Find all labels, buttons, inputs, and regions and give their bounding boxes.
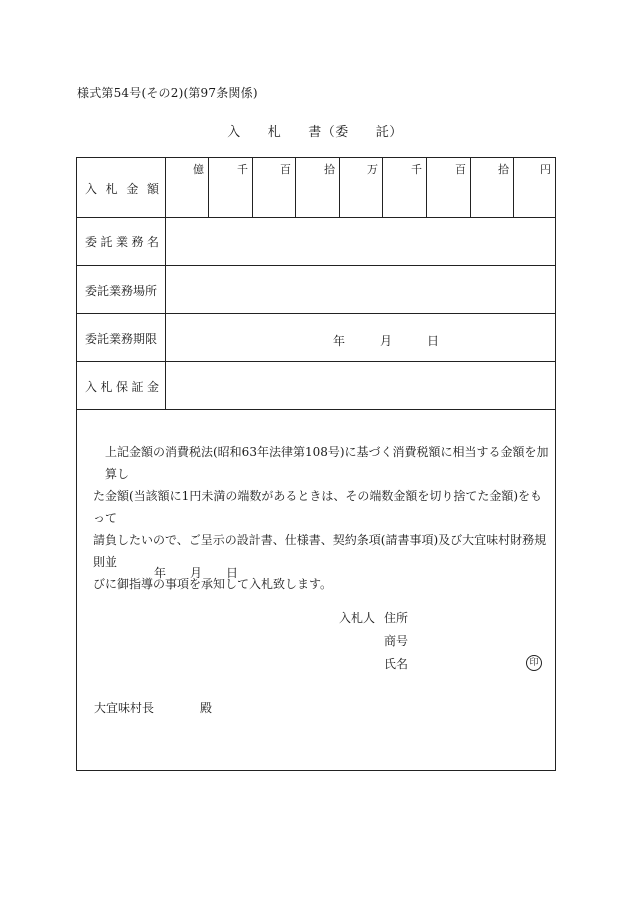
digit-divider	[252, 158, 253, 217]
paragraph-line: びに御指導の事項を承知して入札致します。	[93, 577, 333, 591]
label-column-divider	[165, 158, 166, 409]
digit-unit: 百	[280, 163, 291, 176]
row-divider	[77, 409, 555, 410]
period-month: 月	[380, 334, 393, 348]
seal-mark: 印	[526, 655, 542, 671]
paragraph-line: 上記金額の消費税法(昭和63年法律第108号)に基づく消費税額に相当する金額を加算し	[105, 445, 549, 481]
digit-divider	[295, 158, 296, 217]
digit-unit: 拾	[498, 163, 509, 176]
row-divider	[77, 313, 555, 314]
bidder-label: 入札人	[339, 611, 376, 625]
date-day: 日	[226, 566, 239, 580]
addressee: 大宜味村長	[94, 701, 155, 715]
form-number: 様式第54号(その2)(第97条関係)	[77, 86, 258, 100]
digit-unit: 千	[237, 163, 248, 176]
address-label: 住所	[384, 611, 409, 625]
digit-divider	[513, 158, 514, 217]
date-year: 年	[154, 566, 167, 580]
document-title: 入 札 書（委 託）	[227, 125, 403, 140]
bid-amount-label: 入 札 金 額	[85, 182, 159, 196]
period-day: 日	[427, 334, 440, 348]
digit-unit: 円	[540, 163, 551, 176]
bid-form-table	[76, 157, 556, 771]
bid-deposit-label: 入 札 保 証 金	[85, 380, 159, 394]
digit-unit: 百	[455, 163, 466, 176]
period-year: 年	[333, 334, 346, 348]
digit-unit: 拾	[324, 163, 335, 176]
digit-unit: 億	[193, 163, 204, 176]
digit-divider	[426, 158, 427, 217]
name-label: 氏名	[384, 657, 409, 671]
digit-unit: 万	[367, 163, 378, 176]
digit-divider	[208, 158, 209, 217]
date-month: 月	[190, 566, 203, 580]
row-divider	[77, 361, 555, 362]
contract-location-label: 委託業務場所	[85, 284, 158, 298]
row-divider	[77, 217, 555, 218]
paragraph-line: 請負したいので、ご呈示の設計書、仕様書、契約条項(請書事項)及び大宜味村財務規則並	[93, 533, 547, 569]
company-label: 商号	[384, 634, 409, 648]
paragraph-line: た金額(当該額に1円未満の端数があるときは、その端数金額を切り捨てた金額)をもって	[93, 489, 543, 525]
row-divider	[77, 265, 555, 266]
digit-divider	[339, 158, 340, 217]
digit-unit: 千	[411, 163, 422, 176]
contract-name-label: 委 託 業 務 名	[85, 235, 159, 249]
digit-divider	[382, 158, 383, 217]
contract-period-label: 委託業務期限	[85, 332, 158, 346]
honorific: 殿	[200, 701, 213, 715]
digit-divider	[470, 158, 471, 217]
